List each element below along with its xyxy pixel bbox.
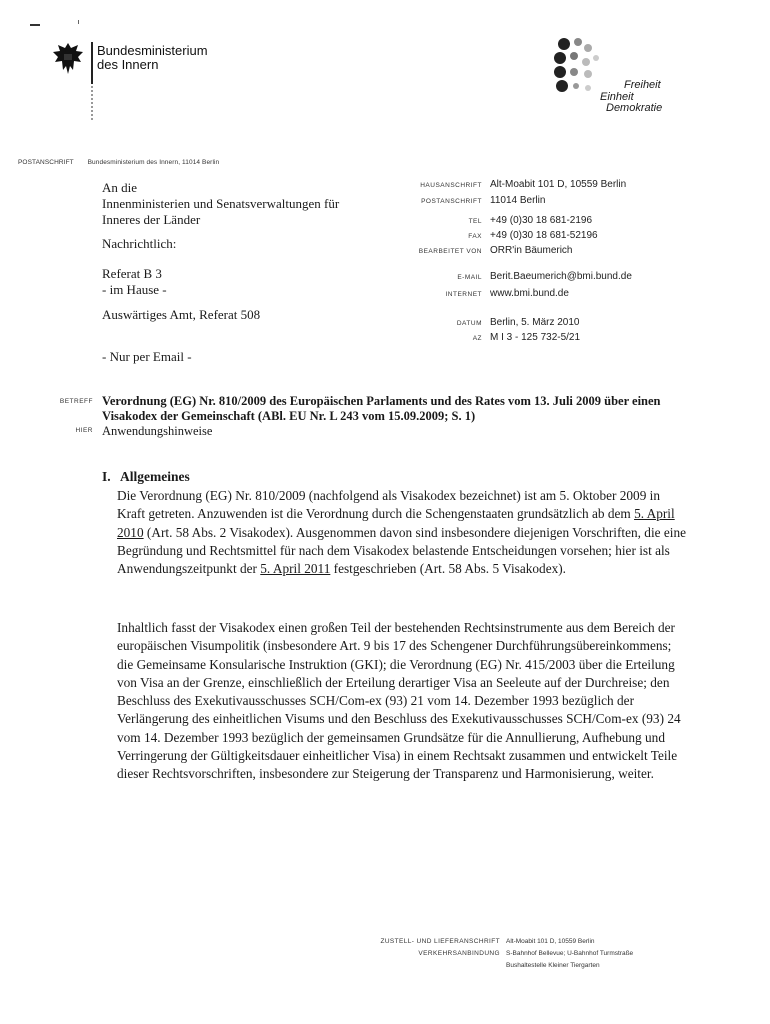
letterhead-bar	[91, 42, 93, 84]
motto	[590, 80, 662, 115]
ministry-line-1: Bundesministerium	[97, 43, 208, 58]
section-title: I. Allgemeines	[102, 469, 190, 484]
sender-line	[18, 159, 231, 166]
meta-value-internet: www.bmi.bund.de	[490, 288, 569, 299]
meta-value-datum: Berlin, 5. März 2010	[490, 317, 580, 328]
para1-part-3: festgeschrieben (Art. 58 Abs. 5 Visakodex).	[330, 561, 567, 577]
delivery-note: - Nur per Email -	[102, 349, 192, 364]
meta-value-az: M I 3 - 125 732-5/21	[490, 332, 581, 343]
meta-value-fax: +49 (0)30 18 681-52196	[490, 230, 598, 241]
meta-value-hausanschrift: Alt-Moabit 101 D, 10559 Berlin	[490, 179, 627, 190]
ref1-line-1: Referat B 3	[102, 266, 162, 281]
subject-text: Verordnung (EG) Nr. 810/2009 des Europäischen Parlaments und des Rates vom 13. Juli 2009 über einen Visakodex der Gemeinschaft (ABl. EU Nr. L 243 vom 15.09.2009; S. 1)	[102, 394, 661, 423]
hier-text: Anwendungshinweise	[102, 424, 213, 438]
meta-value-bearbeitet: ORR'in Bäumerich	[490, 245, 573, 256]
motto-line-3: Demokratie	[606, 102, 663, 114]
meta-label-postanschrift: POSTANSCHRIFT	[421, 198, 482, 205]
footer-value-3: Bushaltestelle Kleiner Tiergarten	[506, 962, 600, 969]
para1-part-2: (Art. 58 Abs. 2 Visakodex). Ausgenommen davon sind insbesondere diejenigen Vorschriften, die eine Begründung und Rechtsmittel für nach dem Visakodex belastende Entscheidungen vorsehen; hier ist als Anwendungszeitpunkt der	[117, 524, 687, 577]
para1-underlined-date-1: 5. April 2010	[117, 506, 675, 540]
meta-value-postanschrift: 11014 Berlin	[490, 195, 546, 206]
footer-label-1: ZUSTELL- UND LIEFERANSCHRIFT	[380, 938, 500, 945]
betreff-label: BETREFF	[59, 398, 93, 405]
para1-part-1: Die Verordnung (EG) Nr. 810/2009 (nachfolgend als Visakodex bezeichnet) ist am 5. Oktober 2009 in Kraft getreten. Anzuwenden ist die Verordnung durch die Schengenstaaten grundsätzlich ab dem	[117, 488, 661, 522]
corner-mark	[30, 24, 40, 26]
meta-label-fax: FAX	[468, 233, 482, 240]
recipient-line-3: Inneres der Länder	[102, 212, 201, 227]
motto-line-2: Einheit	[600, 90, 634, 103]
ref2: Auswärtiges Amt, Referat 508	[102, 307, 261, 322]
ref1-line-2: - im Hause -	[102, 282, 167, 297]
meta-value-email: Berit.Baeumerich@bmi.bund.de	[490, 271, 632, 282]
letterhead-dotted-line	[91, 86, 93, 120]
motto-line-1: Freiheit	[624, 79, 661, 91]
recipient-line-1: An die	[102, 180, 138, 195]
meta-label-bearbeitet: BEARBEITET VON	[418, 248, 482, 255]
hier-label: HIER	[75, 427, 93, 434]
paragraph-2: Inhaltlich fasst der Visakodex einen großen Teil der bestehenden Rechtsinstrumente aus dem Bereich der europäischen Visumpolitik (insbesondere Art. 9 bis 17 des Schengener Durchführungsübereinkommens; die Gemeinsame Konsularische Instruktion (GKI); die Verordnung (EG) Nr. 415/2003 über die Erteilung von Visa an der Grenze, einschließlich der Erteilung derartiger Visa an Seeleute auf der Durchreise; den Beschluss des Exekutivausschusses SCH/Com-ex (93) 21 vom 14. Dezember 1993 bezüglich der Verlängerung des einheitlichen Visums und den Beschluss des Exekutivausschusses SCH/Com-ex (93) 24 vom 14. Dezember 1993 bezüglich der gemeinsamen Grundsätze für die Annullierung, Aufhebung und Verringerung der Gültigkeitsdauer einheitlicher Visa) in einem Rechtsakt zusammen und entwickelt Teile dieser Rechtsvorschriften, insbesondere zur Steigerung der Transparenz und Harmonisierung, weiter.	[117, 620, 681, 782]
sender-value: Bundesministerium des Innern, 11014 Berlin	[87, 159, 220, 166]
corner-tick	[78, 20, 79, 24]
paragraph-1	[117, 487, 690, 578]
footer-value-1: Alt-Moabit 101 D, 10559 Berlin	[506, 938, 595, 945]
meta-label-az: AZ	[472, 335, 482, 342]
recipient-line-2: Innenministerien und Senatsverwaltungen für	[102, 196, 340, 211]
eagle-coat-of-arms-logo	[50, 40, 86, 78]
cc-label: Nachrichtlich:	[102, 236, 177, 251]
meta-label-internet: INTERNET	[445, 291, 482, 298]
footer-label-2: VERKEHRSANBINDUNG	[418, 950, 500, 957]
para1-underlined-date-2: 5. April 2011	[260, 561, 331, 577]
meta-label-email: E-MAIL	[457, 274, 482, 281]
meta-label-hausanschrift: HAUSANSCHRIFT	[420, 182, 482, 189]
sender-label: POSTANSCHRIFT	[18, 159, 74, 166]
footer-value-2: S-Bahnhof Bellevue; U-Bahnhof Turmstraße	[506, 950, 634, 957]
meta-value-tel: +49 (0)30 18 681-2196	[490, 215, 593, 226]
meta-label-datum: DATUM	[456, 320, 482, 327]
meta-label-tel: TEL	[468, 218, 482, 225]
ministry-line-2: des Innern	[97, 57, 159, 72]
ministry-name	[97, 44, 208, 72]
